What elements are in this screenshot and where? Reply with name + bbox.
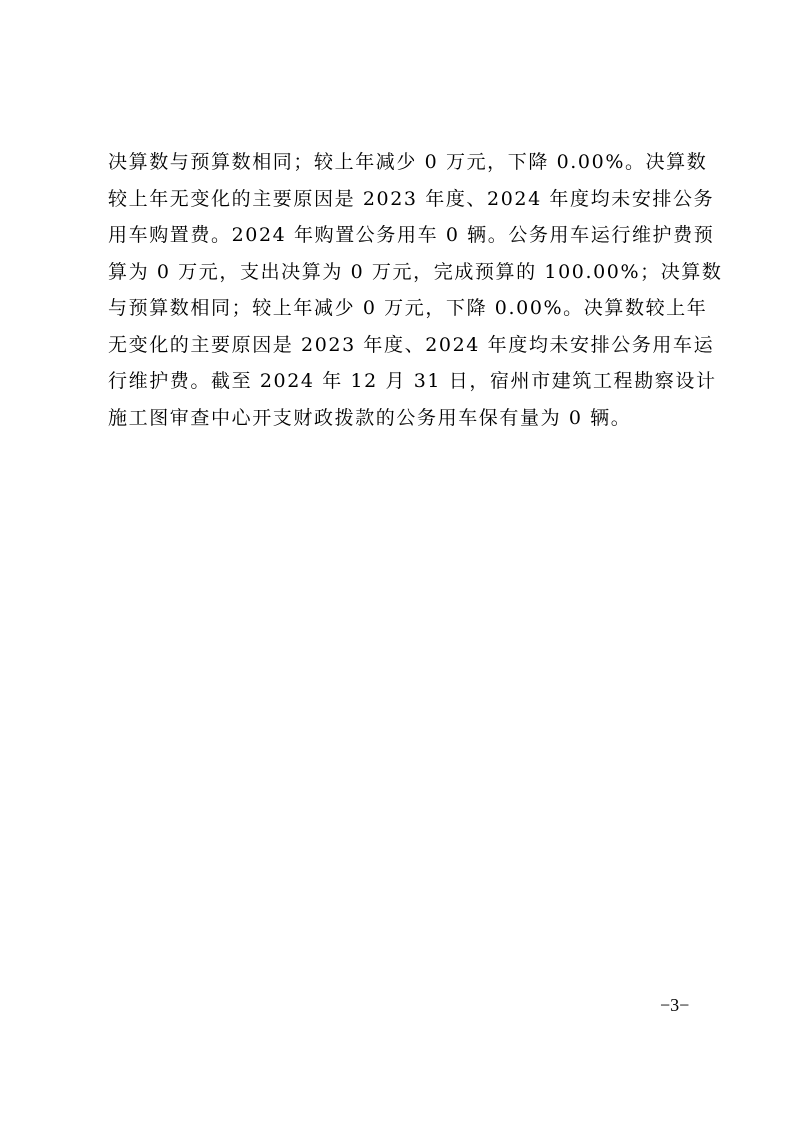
paragraph-line: 较上年无变化的主要原因是 2023 年度、2024 年度均未安排公务: [108, 187, 715, 210]
paragraph-line: 施工图审查中心开支财政拨款的公务用车保有量为 0 辆。: [108, 406, 632, 429]
paragraph-line: 决算数与预算数相同；较上年减少 0 万元，下降 0.00%。决算数: [108, 151, 708, 173]
paragraph-line: 行维护费。截至 2024 年 12 月 31 日，宿州市建筑工程勘察设计: [108, 370, 717, 392]
paragraph-line: 无变化的主要原因是 2023 年度、2024 年度均未安排公务用车运: [108, 333, 715, 356]
paragraph-line: 用车购置费。2024 年购置公务用车 0 辆。公务用车运行维护费预: [108, 224, 715, 246]
page-number: −3−: [660, 995, 690, 1015]
body-paragraph: [108, 144, 723, 436]
paragraph-line: 与预算数相同；较上年减少 0 万元，下降 0.00%。决算数较上年: [108, 297, 708, 319]
paragraph-line: 算为 0 万元，支出决算为 0 万元，完成预算的 100.00%；决算数: [108, 260, 723, 283]
